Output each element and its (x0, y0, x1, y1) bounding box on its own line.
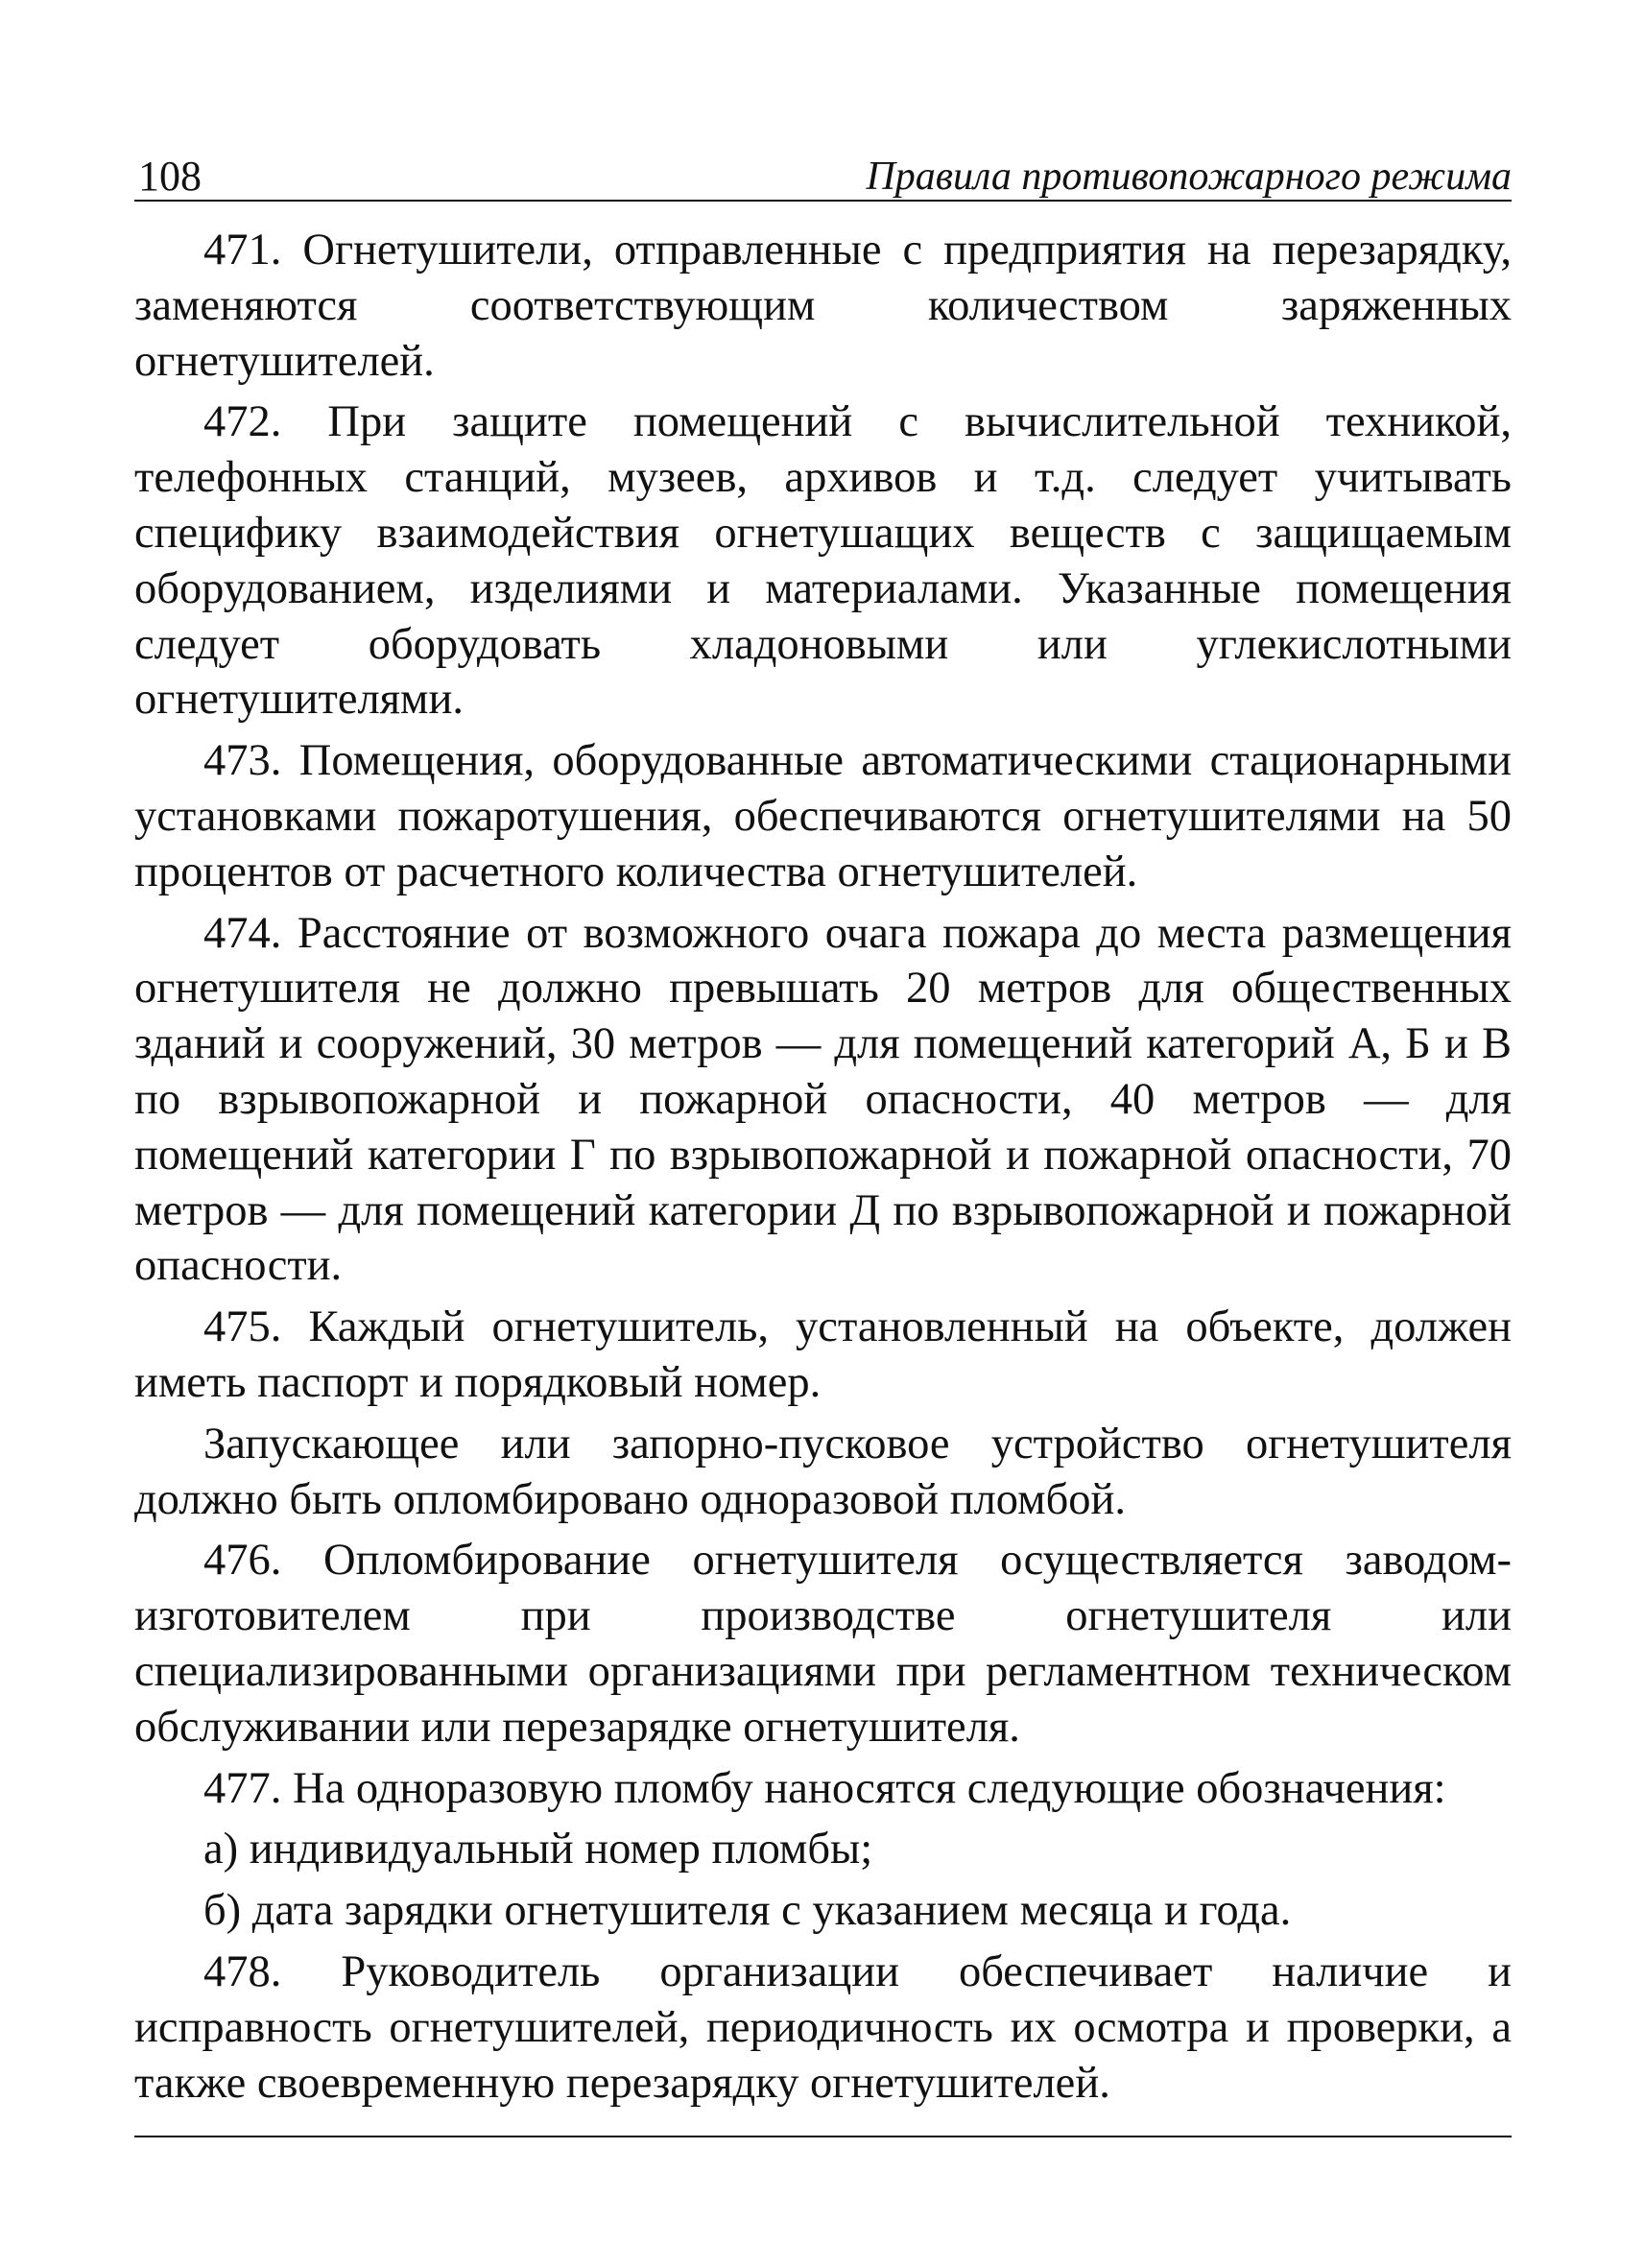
paragraph-475-seal: Запускающее или запорно-пусковое устройство огнетушителя должно быть опломбировано одноразовой пломбой. (134, 1419, 1512, 1524)
document-page (134, 144, 1512, 2137)
paragraph-473: 473. Помещения, оборудованные автоматическими стационарными установками пожаротушения, обеспечиваются огнетушителями на 50 процентов от расчетного количества огнетушителей. (134, 736, 1512, 896)
paragraph-478: 478. Руководитель организации обеспечивает наличие и исправность огнетушителей, периодичность их осмотра и проверки, а также своевременную перезарядку огнетушителей. (134, 1946, 1512, 2108)
paragraph-476: 476. Опломбирование огнетушителя осуществляется заводом-изготовителем при производстве огнетушителя или специализированными организациями при регламентном техническом обслуживании или перезарядке огнетушителя. (134, 1536, 1512, 1752)
bottom-rule (134, 2136, 1512, 2137)
body-text (134, 223, 1512, 2111)
page-number: 108 (138, 153, 202, 200)
paragraph-474: 474. Расстояние от возможного очага пожара до места размещения огнетушителя не должно превышать 20 метров для общественных зданий и сооружений, 30 метров — для помещений категорий А, Б и В по взрывопожарной и пожарной опасности, 40 метров — для помещений категории Г по взрывопожарной и пожарной опасности, 70 метров — для помещений категории Д по взрывопожарной и пожарной опасности. (134, 908, 1512, 1291)
paragraph-477: 477. На одноразовую пломбу наносятся следующие обозначения: (203, 1763, 1446, 1813)
running-title: Правила противопожарного режима (866, 155, 1512, 199)
running-head (134, 144, 1512, 202)
list-item-a: а) индивидуальный номер пломбы; (203, 1825, 873, 1874)
paragraph-471: 471. Огнетушители, отправленные с предприятия на перезарядку, заменяются соответствующим количеством заряженных огнетушителей. (134, 226, 1512, 386)
list-item-b: б) дата зарядки огнетушителя с указанием месяца и года. (203, 1886, 1292, 1936)
paragraph-472: 472. При защите помещений с вычислительной техникой, телефонных станций, музеев, архивов и т.д. следует учитывать специфику взаимодействия огнетушащих веществ с защищаемым оборудованием, изделиями и материалами. Указанные помещения следует оборудовать хладоновыми или углекислотными огнетушителями. (134, 397, 1512, 725)
paragraph-475: 475. Каждый огнетушитель, установленный на объекте, должен иметь паспорт и порядковый номер. (134, 1302, 1512, 1407)
